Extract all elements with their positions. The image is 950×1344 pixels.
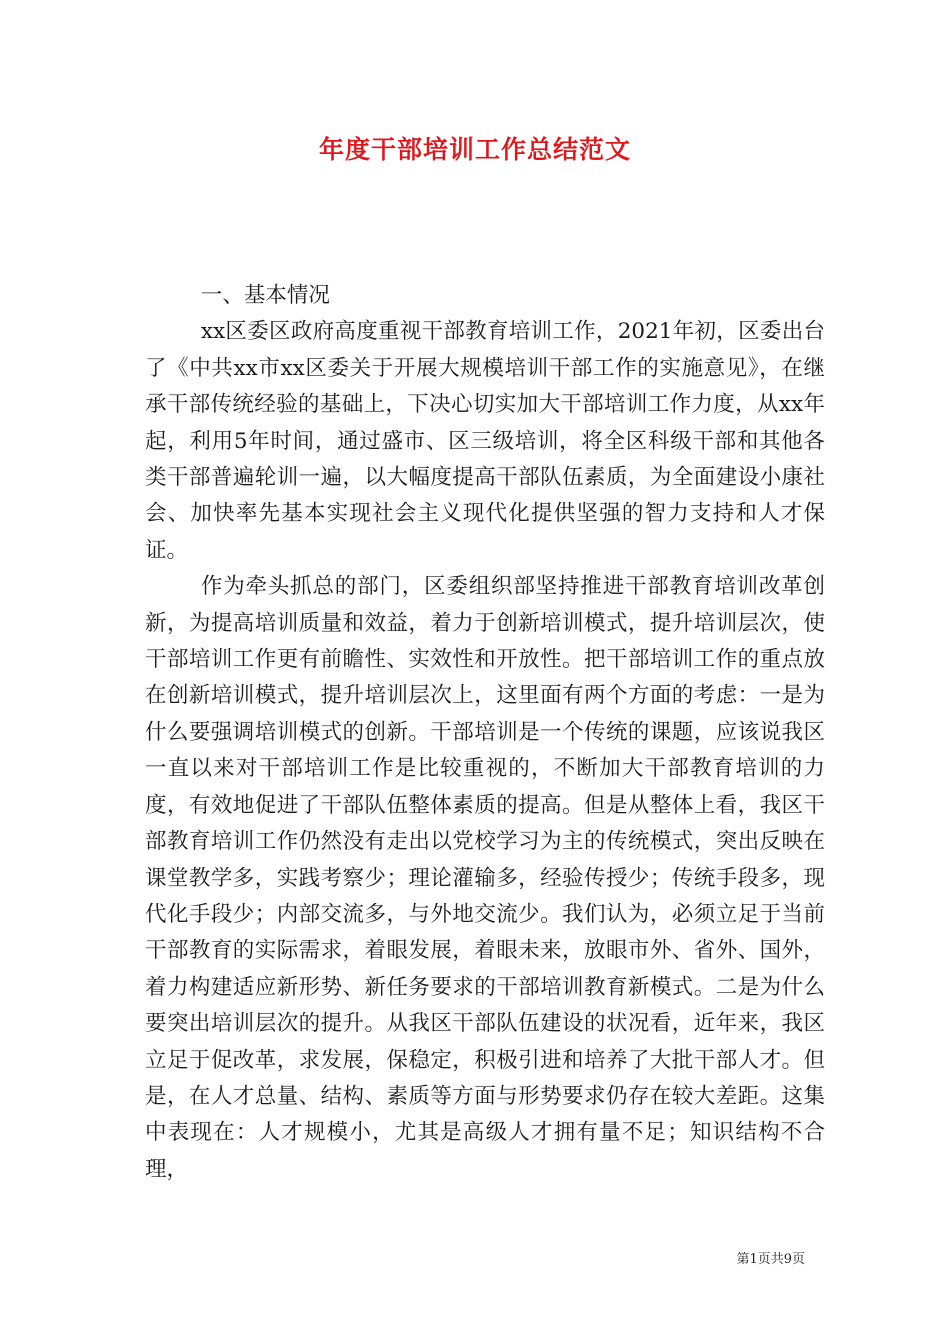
document-title: 年度干部培训工作总结范文: [318, 135, 631, 164]
paragraph-1: xx区委区政府高度重视干部教育培训工作，2021年初，区委出台了《中共xx市xx区委关于开展大规模培训干部工作的实施意见》，在继承干部传统经验的基础上，下决心切实加大干部培训工作力度，从xx年起，利用5年时间，通过盛市、区三级培训，将全区科级干部和其他各类干部普遍轮训一遍，以大幅度提高干部队伍素质，为全面建设小康社会、加快率先基本实现社会主义现代化提供坚强的智力支持和人才保证。: [145, 319, 825, 563]
section-heading: 一、基本情况: [200, 283, 330, 308]
paragraph-2: 作为牵头抓总的部门，区委组织部坚持推进干部教育培训改革创新，为提高培训质量和效益，着力于创新培训模式，提升培训层次，使干部培训工作更有前瞻性、实效性和开放性。把干部培训工作的重点放在创新培训模式，提升培训层次上，这里面有两个方面的考虑：一是为什么要强调培训模式的创新。干部培训是一个传统的课题，应该说我区一直以来对干部培训工作是比较重视的，不断加大干部教育培训的力度，有效地促进了干部队伍整体素质的提高。但是从整体上看，我区干部教育培训工作仍然没有走出以党校学习为主的传统模式，突出反映在课堂教学多，实践考察少；理论灌输多，经验传授少；传统手段多，现代化手段少；内部交流多，与外地交流少。我们认为，必须立足于当前干部教育的实际需求，着眼发展，着眼未来，放眼市外、省外、国外，着力构建适应新形势、新任务要求的干部培训教育新模式。二是为什么要突出培训层次的提升。从我区干部队伍建设的状况看，近年来，我区立足于促改革，求发展，保稳定，积极引进和培养了大批干部人才。但是，在人才总量、结构、素质等方面与形势要求仍存在较大差距。这集中表现在：人才规模小，尤其是高级人才拥有量不足；知识结构不合理，: [145, 574, 825, 1182]
document-body: [145, 278, 825, 1188]
page-indicator: 第1页共9页: [736, 1252, 805, 1267]
